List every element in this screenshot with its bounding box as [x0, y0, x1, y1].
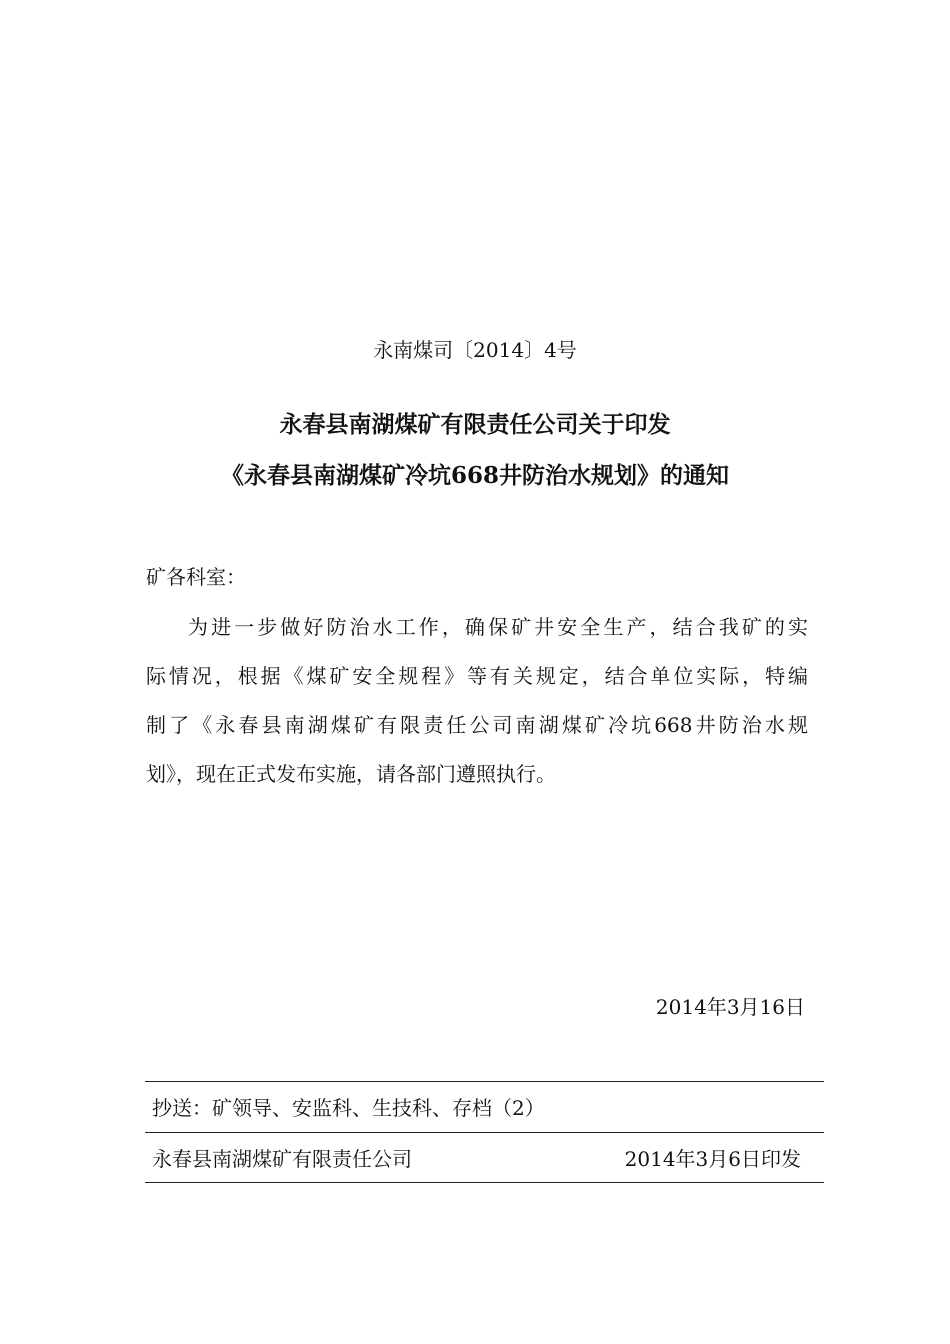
print-date: 2014年3月6日印发 [624, 1147, 801, 1171]
signing-date: 2014年3月16日 [655, 995, 805, 1019]
body-line: 划》，现在正式发布实施，请各部门遵照执行。 [146, 762, 556, 786]
footer-rule-top [145, 1081, 824, 1082]
cc-list: 抄送：矿领导、安监科、生技科、存档（2） [152, 1096, 545, 1120]
document-title-line-1: 永春县南湖煤矿有限责任公司关于印发 [279, 411, 671, 438]
footer-rule-bottom [145, 1182, 824, 1183]
salutation: 矿各科室： [146, 565, 246, 589]
footer-rule-middle [145, 1132, 824, 1133]
issuer-name: 永春县南湖煤矿有限责任公司 [152, 1147, 412, 1171]
document-title-line-2: 《永春县南湖煤矿冷坑668井防治水规划》的通知 [220, 462, 729, 489]
body-line: 际情况，根据《煤矿安全规程》等有关规定，结合单位实际，特编 [146, 664, 808, 688]
body-line: 制了《永春县南湖煤矿有限责任公司南湖煤矿冷坑668井防治水规 [146, 713, 808, 737]
document-number: 永南煤司〔2014〕4号 [373, 338, 577, 362]
body-line: 为进一步做好防治水工作，确保矿井安全生产，结合我矿的实 [188, 615, 808, 639]
